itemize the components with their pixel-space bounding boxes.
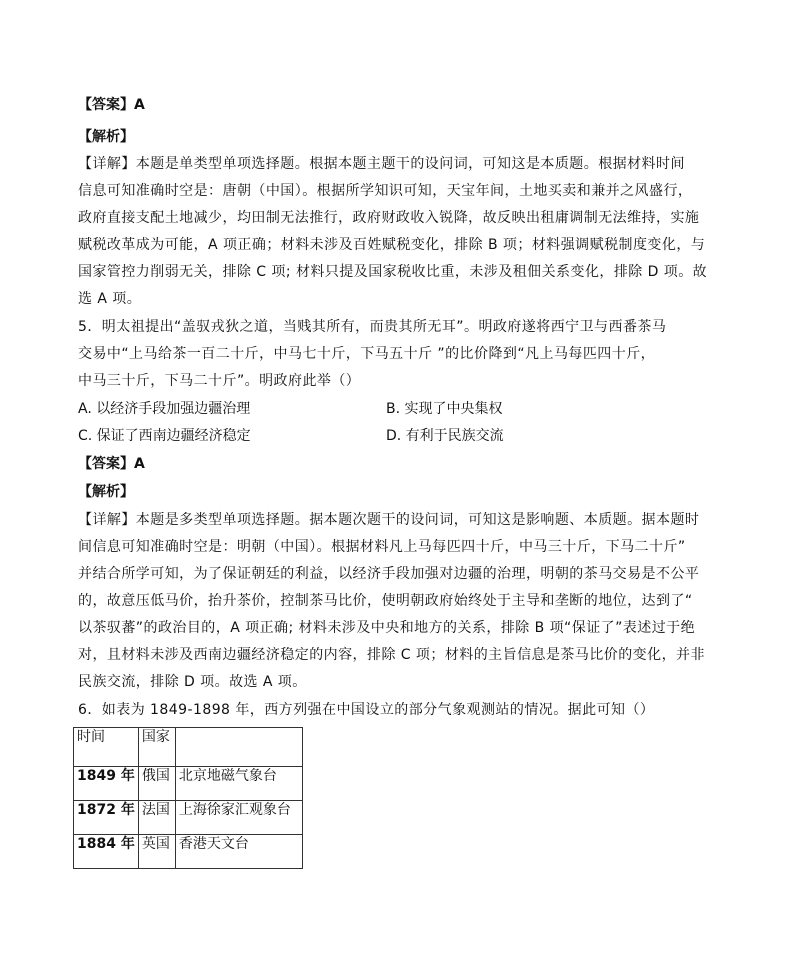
table-cell-year: 1872 年 xyxy=(74,801,139,835)
q5-option-d: D. 有利于民族交流 xyxy=(386,428,504,444)
q4-detail-line: 信息可知准确时空是：唐朝（中国）。根据所学知识可知，天宝年间，土地买卖和兼并之风盛行， xyxy=(78,183,693,199)
q5-option-a: A. 以经济手段加强边疆治理 xyxy=(78,401,251,417)
table-row xyxy=(74,801,303,835)
table-row xyxy=(74,767,303,801)
table-header-row xyxy=(74,728,303,767)
table-cell-country: 英国 xyxy=(138,835,175,869)
q4-detail-line: 国家管控力削弱无关，排除 C 项; 材料只提及国家税收比重，未涉及租佃关系变化，排除 D 项。故 xyxy=(78,264,708,280)
q5-detail-line: 【详解】本题是多类型单项选择题。据本题次题干的设问词，可知这是影响题、本质题。据本题时 xyxy=(78,512,700,528)
q5-detail-line: 以茶驭蕃”的政治目的，A 项正确; 材料未涉及中央和地方的关系，排除 B 项“保证了”表述过于绝 xyxy=(78,620,696,636)
q4-detail-line: 赋税改革成为可能，A 项正确；材料未涉及百姓赋税变化，排除 B 项；材料强调赋税制度变化，与 xyxy=(78,237,706,253)
q5-option-b: B. 实现了中央集权 xyxy=(386,401,503,417)
table-header-cell: 国家 xyxy=(138,728,175,767)
q5-analysis-label: 【解析】 xyxy=(78,484,134,500)
q5-stem-line: 5．明太祖提出“盖驭戎狄之道，当贱其所有，而贵其所无耳”。明政府遂将西宁卫与西番茶马 xyxy=(78,319,667,335)
q4-detail-line: 政府直接支配土地减少，均田制无法推行，政府财政收入锐降，故反映出租庸调制无法维持，实施 xyxy=(78,210,700,226)
table-cell-station: 香港天文台 xyxy=(175,835,302,869)
q5-detail-line: 的，故意压低马价，抬升茶价，控制茶马比价，使明朝政府始终处于主导和垄断的地位，达到了“ xyxy=(78,593,693,609)
q4-analysis-label: 【解析】 xyxy=(78,129,134,145)
q5-option-c: C. 保证了西南边疆经济稳定 xyxy=(78,428,251,444)
table-row xyxy=(74,835,303,869)
table-cell-year: 1884 年 xyxy=(74,835,139,869)
table-cell-country: 法国 xyxy=(138,801,175,835)
q5-detail-line: 民族交流，排除 D 项。故选 A 项。 xyxy=(78,674,307,690)
table-cell-year: 1849 年 xyxy=(74,767,139,801)
q4-detail-line: 【详解】本题是单类型单项选择题。根据本题主题干的设问词，可知这是本质题。根据材料时间 xyxy=(78,156,685,172)
q5-detail-line: 并结合所学可知，为了保证朝廷的利益，以经济手段加强对边疆的治理，明朝的茶马交易是不公平 xyxy=(78,566,700,582)
q5-stem-line: 交易中“上马给茶一百二十斤，中马七十斤，下马五十斤 ”的比价降到“凡上马每匹四十斤， xyxy=(78,346,656,362)
q5-stem-line: 中马三十斤，下马二十斤”。明政府此举（） xyxy=(78,373,361,389)
q4-detail-line: 选 A 项。 xyxy=(78,291,142,307)
q4-answer: 【答案】A xyxy=(78,97,145,113)
table-header-cell xyxy=(175,728,302,767)
table-cell-station: 北京地磁气象台 xyxy=(175,767,302,801)
q5-answer: 【答案】A xyxy=(78,456,145,472)
q5-detail-line: 对，且材料未涉及西南边疆经济稳定的内容，排除 C 项；材料的主旨信息是茶马比价的变化，并非 xyxy=(78,647,705,663)
observatory-table xyxy=(73,727,303,869)
table-header-cell: 时间 xyxy=(74,728,139,767)
table-cell-station: 上海徐家汇观象台 xyxy=(175,801,302,835)
q5-detail-line: 间信息可知准确时空是：明朝（中国）。根据材料凡上马每匹四十斤，中马三十斤，下马二十斤” xyxy=(78,539,686,555)
q6-stem: 6．如表为 1849-1898 年，西方列强在中国设立的部分气象观测站的情况。据此可知（） xyxy=(78,702,655,718)
table-cell-country: 俄国 xyxy=(138,767,175,801)
